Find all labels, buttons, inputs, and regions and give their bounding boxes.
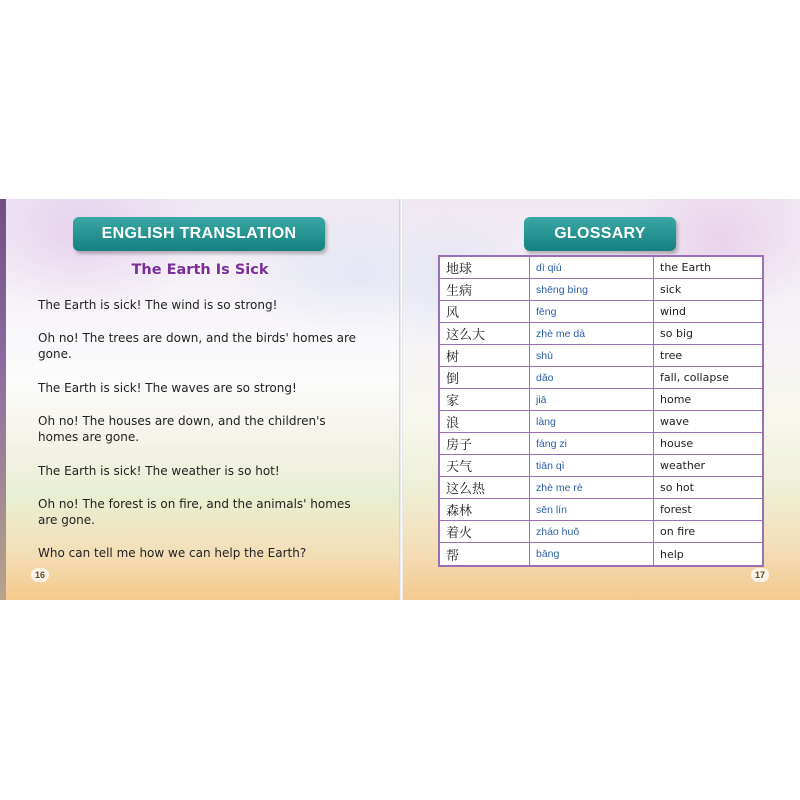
glossary-row [440, 543, 762, 565]
glossary-row [440, 345, 762, 367]
left-page [0, 199, 400, 600]
page-number: 17 [751, 568, 769, 582]
glossary-english: so hot [660, 481, 694, 494]
glossary-pinyin: làng [530, 411, 654, 432]
glossary-english: home [660, 393, 692, 406]
glossary-english: wave [660, 415, 690, 428]
paragraph: Who can tell me how we can help the Earth? [38, 546, 307, 560]
glossary-english: wind [660, 305, 687, 318]
glossary-english: tree [660, 349, 683, 362]
glossary-hanzi: 生病 [440, 279, 530, 300]
story-title: The Earth Is Sick [131, 262, 269, 278]
paragraph: Oh no! The houses are down, and the children's homes are gone. [38, 414, 326, 444]
glossary-row [440, 279, 762, 301]
glossary-hanzi: 帮 [440, 543, 530, 565]
glossary-english: sick [660, 283, 682, 296]
paragraph: The Earth is sick! The wind is so strong! [38, 298, 278, 312]
paragraph: The Earth is sick! The weather is so hot! [38, 464, 280, 478]
glossary-english: weather [660, 459, 706, 472]
glossary-pinyin: sēn lín [530, 499, 654, 520]
glossary-row [440, 367, 762, 389]
glossary-row [440, 477, 762, 499]
glossary-row [440, 257, 762, 279]
glossary-row [440, 323, 762, 345]
glossary-hanzi: 地球 [440, 257, 530, 278]
glossary-hanzi: 风 [440, 301, 530, 322]
glossary-pinyin: zháo huǒ [530, 521, 654, 542]
right-page [403, 199, 800, 600]
glossary-pinyin: shù [530, 345, 654, 366]
glossary-row [440, 521, 762, 543]
glossary-pinyin: fáng zi [530, 433, 654, 454]
glossary-english: fall, collapse [660, 371, 729, 384]
glossary-pinyin: zhè me dà [530, 323, 654, 344]
glossary-hanzi: 倒 [440, 367, 530, 388]
paragraph: The Earth is sick! The waves are so strong! [38, 381, 297, 395]
english-translation-banner: ENGLISH TRANSLATION [73, 217, 325, 251]
glossary-english: the Earth [660, 261, 712, 274]
paragraph: Oh no! The forest is on fire, and the animals' homes are gone. [38, 497, 351, 527]
glossary-pinyin: jiā [530, 389, 654, 410]
glossary-hanzi: 家 [440, 389, 530, 410]
glossary-hanzi: 房子 [440, 433, 530, 454]
book-spread [0, 199, 800, 600]
glossary-row [440, 499, 762, 521]
cover-edge [0, 199, 6, 600]
glossary-row [440, 301, 762, 323]
glossary-hanzi: 这么热 [440, 477, 530, 498]
glossary-english: help [660, 547, 684, 561]
glossary-row [440, 411, 762, 433]
glossary-pinyin: fēng [530, 301, 654, 322]
glossary-row [440, 455, 762, 477]
glossary-hanzi: 这么大 [440, 323, 530, 344]
glossary-hanzi: 森林 [440, 499, 530, 520]
glossary-pinyin: zhè me rè [530, 477, 654, 498]
glossary-english: forest [660, 503, 692, 516]
glossary-english: so big [660, 327, 693, 340]
glossary-hanzi: 天气 [440, 455, 530, 476]
glossary-banner: GLOSSARY [524, 217, 676, 251]
paragraph: Oh no! The trees are down, and the birds' homes are gone. [38, 331, 357, 361]
glossary-row [440, 433, 762, 455]
page-number: 16 [31, 568, 49, 582]
glossary-hanzi: 浪 [440, 411, 530, 432]
glossary-hanzi: 着火 [440, 521, 530, 542]
glossary-hanzi: 树 [440, 345, 530, 366]
glossary-pinyin: shēng bìng [530, 279, 654, 300]
glossary-pinyin: dì qiú [530, 257, 654, 278]
glossary-english: house [660, 437, 694, 450]
glossary-pinyin: bāng [530, 543, 654, 565]
glossary-pinyin: dǎo [530, 367, 654, 388]
glossary-row [440, 389, 762, 411]
glossary-english: on fire [660, 525, 696, 538]
glossary-pinyin: tiān qì [530, 455, 654, 476]
glossary-table [438, 255, 764, 567]
